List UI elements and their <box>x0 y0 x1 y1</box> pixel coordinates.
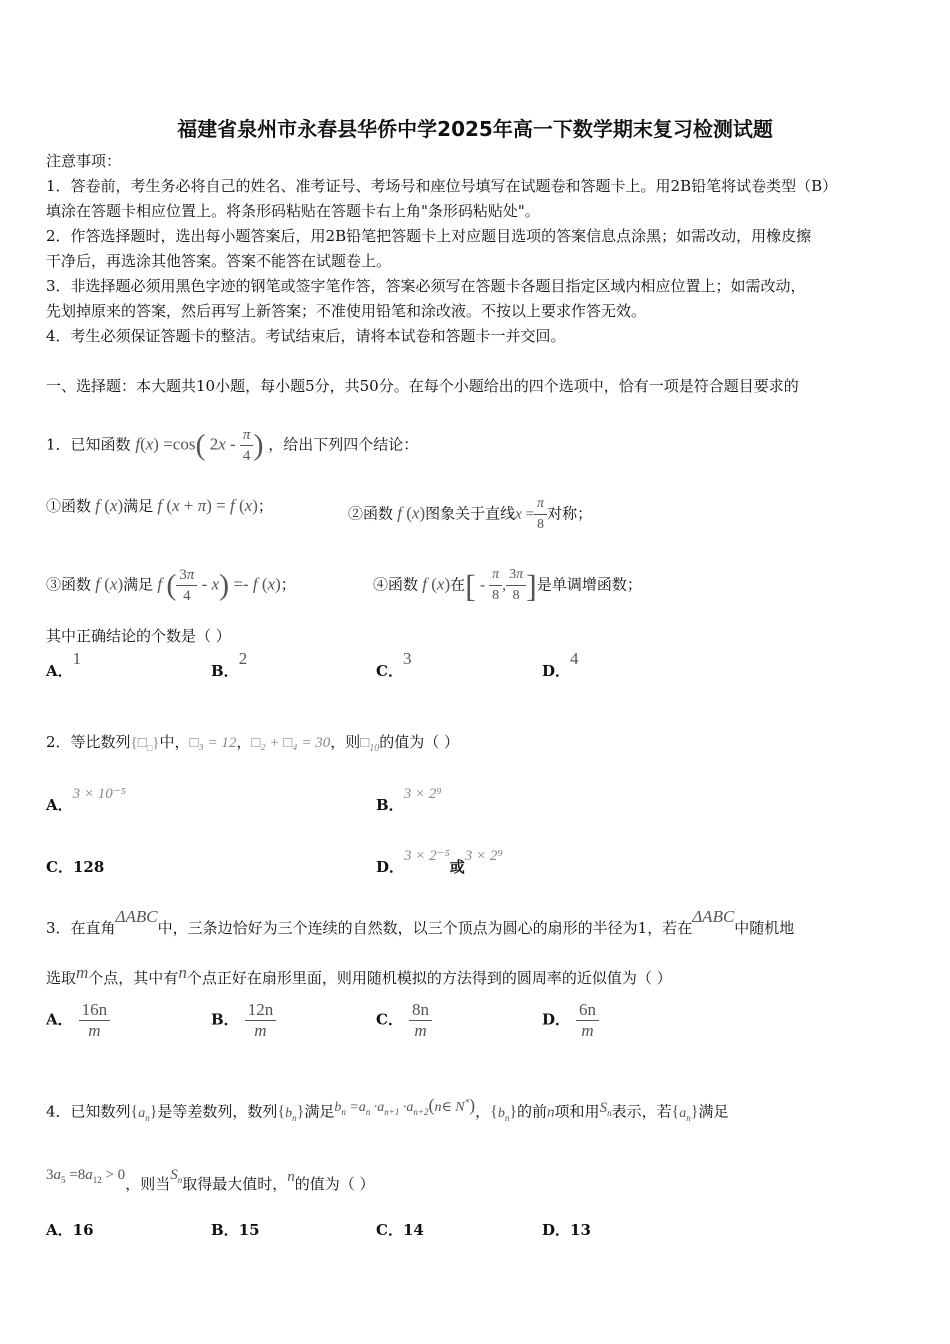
notice-line-7: 4．考生必须保证答题卡的整洁。考试结束后，请将本试卷和答题卡一并交回。 <box>46 327 566 345</box>
q4-option-a[interactable]: A．16 <box>46 1221 94 1239</box>
q1-pre: 1．已知函数 <box>46 435 131 454</box>
q1-statement-1: ①函数 f (x)满足 f (x + π) = f (x)； <box>46 496 273 515</box>
q1-post: ，给出下列四个结论： <box>268 435 419 454</box>
q4-option-d[interactable]: D．13 <box>542 1221 591 1239</box>
notice-line-1: 1．答卷前，考生务必将自己的姓名、准考证号、考场号和座位号填写在试题卷和答题卡上。用2B铅笔将试卷类型（B） <box>46 177 838 195</box>
q1-option-d[interactable]: D．4 <box>542 649 579 680</box>
q4-stem-line-1: 4．已知数列$\{a_n\}$是等差数列，数列$\{b_n\}$满足$b_n =a_n \cdot a_{n+1}$ $\cdot a_{n+2}(n\in$ N*)，$\{b_n\}$的前n项和用$S_n$表示，若$\{a_n\}$满足 <box>46 1094 729 1123</box>
q3-option-a[interactable]: A． $\frac{16n}{m}$ <box>46 1000 110 1041</box>
q2-option-c[interactable]: C．128 <box>46 858 105 876</box>
q2-stem: 2．等比数列$\{□_□\}$中，□₃ = 12，□₂ + □₄ = 30，则$□_{10}$的值为（ ） <box>46 733 460 754</box>
q4-stem-line-2: $3a_5 =8a_{12} > 0$，则当$S_n$取得最大值时，n的值为（ ） <box>46 1167 375 1193</box>
notice-line-5: 3．非选择题必须用黑色字迹的钢笔或签字笔作答，答案必须写在答题卡各题目指定区域内相应位置上；如需改动， <box>46 277 806 295</box>
q2-option-a[interactable]: A．3 × 10⁻⁵ <box>46 786 126 814</box>
q3-stem-line-1: 3．在直角ΔABC中，三条边恰好为三个连续的自然数，以三个顶点为圆心的扇形的半径为1，若在ΔABC中随机地 <box>46 907 795 937</box>
notice-line-2: 填涂在答题卡相应位置上。将条形码粘贴在答题卡右上角"条形码粘贴处"。 <box>46 202 540 220</box>
q3-option-b[interactable]: B． $\frac{12n}{m}$ <box>211 1000 276 1041</box>
notice-heading: 注意事项： <box>46 152 122 170</box>
notice-line-3: 2．作答选择题时，选出每小题答案后，用2B铅笔把答题卡上对应题目选项的答案信息点涂黑；如需改动，用橡皮擦 <box>46 227 812 245</box>
notice-line-6: 先划掉原来的答案，然后再写上新答案；不准使用铅笔和涂改液。不按以上要求作答无效。 <box>46 302 647 320</box>
q1-statement-3: ③函数 f (x)满足 f ( $\frac{3\pi}{4}$ - x) =- f (x)； <box>46 567 296 604</box>
q2-option-d[interactable]: D．3 × 2⁻⁵或3 × 2⁹ <box>376 848 503 876</box>
page-title: 福建省泉州市永春县华侨中学2025年高一下数学期末复习检测试题 <box>177 117 773 141</box>
q4-option-b[interactable]: B．15 <box>211 1221 260 1239</box>
q1-formula: f <box>135 434 141 454</box>
q1-stem: 1．已知函数 f(x) =cos( 2x - $\frac{\pi}{4}$ ) ，给出下列四个结论： <box>46 427 419 464</box>
notice-line-4: 干净后，再选涂其他答案。答案不能答在试题卷上。 <box>46 252 392 270</box>
q4-option-c[interactable]: C．14 <box>376 1221 424 1239</box>
q1-option-c[interactable]: C．3 <box>376 649 412 680</box>
q1-statement-4: ④函数 f (x)在[ - $\frac{\pi}{8}$ , $\frac{3\pi}{8}$ ]是单调增函数； <box>373 567 642 604</box>
q2-option-b[interactable]: B．3 × 2⁹ <box>376 786 442 814</box>
q1-option-b[interactable]: B．2 <box>211 649 248 680</box>
q1-statement-2: ②函数 f (x)图象关于直线x = $\frac{\pi}{8}$ 对称； <box>348 496 593 532</box>
q3-option-c[interactable]: C． $\frac{8n}{m}$ <box>376 1000 432 1041</box>
q1-ask: 其中正确结论的个数是（ ） <box>46 627 231 645</box>
q3-stem-line-2: 选取m个点，其中有n个点正好在扇形里面，则用随机模拟的方法得到的圆周率的近似值为（ ） <box>46 963 672 987</box>
q1-option-a[interactable]: A．1 <box>46 649 82 680</box>
q3-option-d[interactable]: D． $\frac{6n}{m}$ <box>542 1000 599 1041</box>
section-heading: 一、选择题：本大题共10小题，每小题5分，共50分。在每个小题给出的四个选项中，恰有一项是符合题目要求的 <box>46 377 799 395</box>
